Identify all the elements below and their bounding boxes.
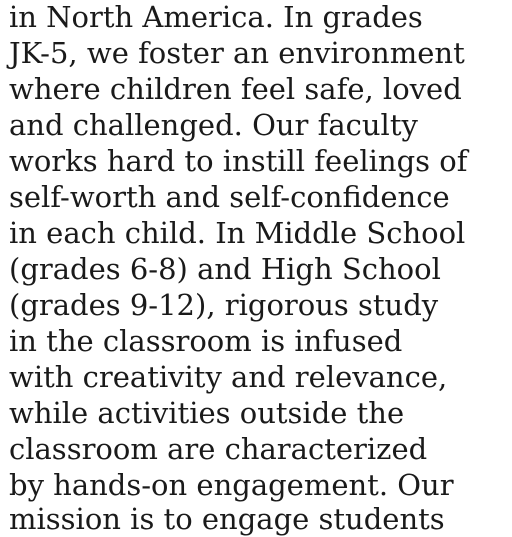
text-line: (grades 6-8) and High School [9, 252, 441, 286]
text-line: JK-5, we foster an environment [9, 36, 465, 70]
text-line: (grades 9-12), rigorous study [9, 288, 439, 322]
text-line: classroom are characterized [9, 432, 428, 466]
text-line: self-worth and self-confidence [9, 180, 450, 214]
text-line: in the classroom is infused [9, 324, 403, 358]
text-line: with creativity and relevance, [9, 360, 448, 394]
text-line-partial-bottom: mission is to engage students [9, 502, 445, 536]
text-line: where children feel safe, loved [9, 72, 462, 106]
text-line: and challenged. Our faculty [9, 108, 418, 142]
text-line: in each child. In Middle School [9, 216, 466, 250]
text-line: works hard to instill feelings of [9, 144, 468, 178]
text-line: in North America. In grades [9, 0, 423, 34]
text-line: by hands-on engagement. Our [9, 468, 454, 502]
text-line: while activities outside the [9, 396, 405, 430]
